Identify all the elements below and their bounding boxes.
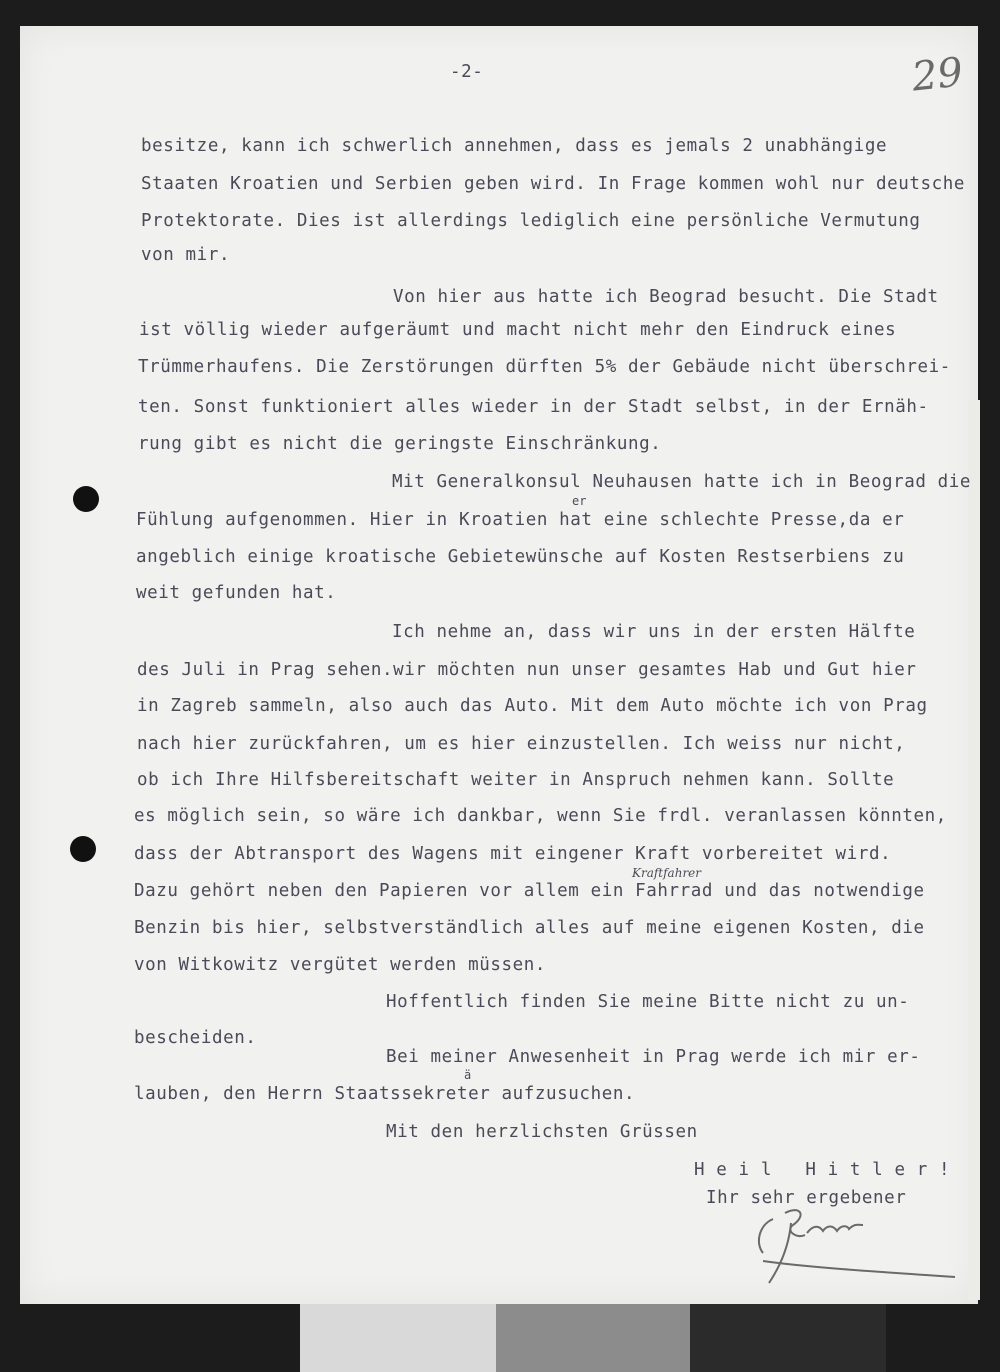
closing-valediction: Ihr sehr ergebener xyxy=(706,1188,907,1208)
text-line-18: ob ich Ihre Hilfsbereitschaft weiter in Anspruch nehmen kann. Sollte xyxy=(137,770,895,790)
color-calibration-dark xyxy=(690,1304,886,1372)
text-line-5: Von hier aus hatte ich Beograd besucht. Die Stadt xyxy=(393,287,939,307)
text-line-21: Dazu gehört neben den Papieren vor allem ein Fahrrad und das notwendige xyxy=(134,881,925,901)
text-line-12: angeblich einige kroatische Gebietewünsche auf Kosten Restserbiens zu xyxy=(136,547,905,567)
page-number: -2- xyxy=(450,62,484,82)
text-line-2: Staaten Kroatien und Serbien geben wird. In Frage kommen wohl nur deutsche xyxy=(141,174,966,194)
handwritten-signature xyxy=(745,1195,960,1290)
text-line-20: dass der Abtransport des Wagens mit eingener Kraft vorbereitet wird. xyxy=(134,844,892,864)
folio-number: 29 xyxy=(909,49,966,101)
text-line-10: Mit Generalkonsul Neuhausen hatte ich in Beograd die xyxy=(392,472,972,492)
text-line-7: Trümmerhaufens. Die Zerstörungen dürften 5% der Gebäude nicht überschrei- xyxy=(138,357,951,377)
text-line-15: des Juli in Prag sehen.wir möchten nun unser gesamtes Hab und Gut hier xyxy=(137,660,917,680)
text-line-9: rung gibt es nicht die geringste Einschränkung. xyxy=(138,434,662,454)
text-line-1: besitze, kann ich schwerlich annehmen, dass es jemals 2 unabhängige xyxy=(141,136,888,156)
text-line-25: bescheiden. xyxy=(134,1028,257,1048)
text-line-14: Ich nehme an, dass wir uns in der ersten Hälfte xyxy=(392,622,916,642)
closing-salute: H e i l H i t l e r ! xyxy=(694,1160,951,1180)
inserted-word: er xyxy=(572,494,587,508)
punch-hole-top xyxy=(73,486,99,512)
punch-hole-bottom xyxy=(70,836,96,862)
text-line-28: Mit den herzlichsten Grüssen xyxy=(386,1122,698,1142)
text-line-24: Hoffentlich finden Sie meine Bitte nicht zu un- xyxy=(386,992,910,1012)
text-line-27: lauben, den Herrn Staatssekreter aufzusuchen. xyxy=(134,1084,636,1104)
text-line-23: von Witkowitz vergütet werden müssen. xyxy=(134,955,547,975)
handwritten-correction: Kraftfahrer xyxy=(632,866,702,880)
text-line-22: Benzin bis hier, selbstverständlich alles auf meine eigenen Kosten, die xyxy=(134,918,925,938)
page-edge xyxy=(968,400,980,1300)
inserted-umlaut: ä xyxy=(464,1068,472,1082)
text-line-17: nach hier zurückfahren, um es hier einzustellen. Ich weiss nur nicht, xyxy=(137,734,906,754)
color-calibration-mid xyxy=(496,1304,690,1372)
color-calibration-light xyxy=(300,1304,496,1372)
text-line-19: es möglich sein, so wäre ich dankbar, wenn Sie frdl. veranlassen könnten, xyxy=(134,806,947,826)
text-line-8: ten. Sonst funktioniert alles wieder in der Stadt selbst, in der Ernäh- xyxy=(138,397,929,417)
text-line-16: in Zagreb sammeln, also auch das Auto. Mit dem Auto möchte ich von Prag xyxy=(137,696,928,716)
text-line-13: weit gefunden hat. xyxy=(136,583,337,603)
text-line-6: ist völlig wieder aufgeräumt und macht nicht mehr den Eindruck eines xyxy=(139,320,897,340)
text-line-4: von mir. xyxy=(141,245,231,265)
text-line-3: Protektorate. Dies ist allerdings lediglich eine persönliche Vermutung xyxy=(141,211,921,231)
text-line-11: Fühlung aufgenommen. Hier in Kroatien hat eine schlechte Presse,da er xyxy=(136,510,905,530)
text-line-26: Bei meiner Anwesenheit in Prag werde ich mir er- xyxy=(386,1047,921,1067)
